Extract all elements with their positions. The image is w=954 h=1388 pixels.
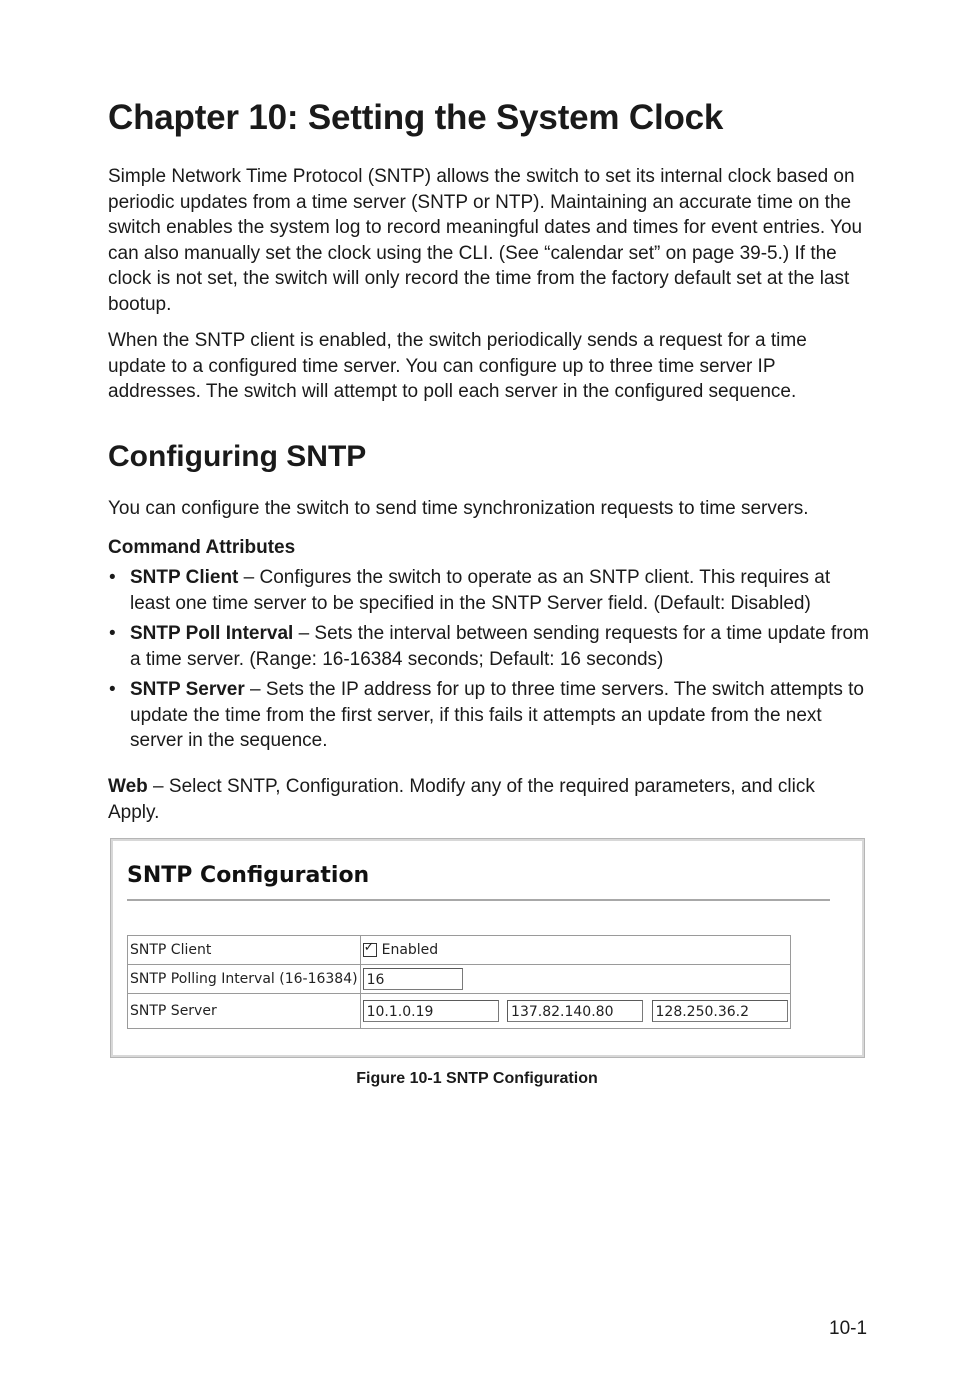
- sntp-client-value: Enabled: [381, 942, 439, 958]
- bullet-icon: •: [109, 567, 116, 588]
- list-item: [108, 677, 873, 754]
- figure-panel-title: SNTP Configuration: [127, 863, 370, 888]
- list-item: [108, 565, 873, 616]
- bullet-icon: •: [109, 679, 116, 700]
- attributes-heading: Command Attributes: [108, 537, 296, 558]
- table-row: [128, 994, 791, 1029]
- web-text: – Select SNTP, Configuration. Modify any of the required parameters, and click Apply.: [108, 776, 815, 823]
- sntp-client-label: SNTP Client: [128, 936, 361, 965]
- attribute-desc: – Sets the IP address for up to three time servers. The switch attempts to update the time from the first server, if this fails it attempts an update from the next server in the sequence.: [130, 679, 864, 751]
- sntp-client-checkbox[interactable]: [363, 943, 377, 957]
- table-row: [128, 936, 791, 965]
- sntp-settings-table: [127, 935, 791, 1029]
- web-instructions: [108, 774, 868, 825]
- attribute-desc: – Sets the interval between sending requests for a time update from a time server. (Range: 16-16384 seconds; Default: 16 seconds): [130, 623, 869, 670]
- sntp-interval-label: SNTP Polling Interval (16-16384): [128, 965, 361, 994]
- sntp-client-cell: [360, 936, 790, 965]
- sntp-server-1-input[interactable]: 10.1.0.19: [363, 1000, 499, 1022]
- title-divider: [127, 899, 830, 901]
- intro-paragraph-2: When the SNTP client is enabled, the switch periodically sends a request for a time update to a configured time server. You can configure up to three time server IP addresses. The switch will attempt to poll each server in the configured sequence.: [108, 330, 807, 402]
- page-number: 10-1: [829, 1318, 868, 1339]
- attribute-term: SNTP Client: [130, 567, 239, 588]
- attribute-list: [108, 565, 873, 759]
- sntp-interval-input[interactable]: 16: [363, 968, 463, 990]
- sntp-server-3-input[interactable]: 128.250.36.2: [652, 1000, 788, 1022]
- chapter-title: Chapter 10: Setting the System Clock: [108, 98, 724, 137]
- sntp-configuration-screenshot: [110, 838, 865, 1058]
- section-title: Configuring SNTP: [108, 440, 367, 473]
- attribute-term: SNTP Poll Interval: [130, 623, 294, 644]
- section-lead: You can configure the switch to send time synchronization requests to time servers.: [108, 498, 809, 519]
- figure-caption: Figure 10-1 SNTP Configuration: [356, 1070, 598, 1087]
- sntp-interval-cell: [360, 965, 790, 994]
- sntp-server-2-input[interactable]: 137.82.140.80: [507, 1000, 643, 1022]
- sntp-server-cell: [360, 994, 790, 1029]
- bullet-icon: •: [109, 623, 116, 644]
- intro-paragraph-1: Simple Network Time Protocol (SNTP) allows the switch to set its internal clock based on periodic updates from a time server (SNTP or NTP). Maintaining an accurate time on the switch enables the system log to record meaningful dates and times for event entries. You can also manually set the clock using the CLI. (See “calendar set” on page 39-5.) If the clock is not set, the switch will only record the time from the factory default set at the last bootup.: [108, 166, 863, 315]
- list-item: [108, 621, 873, 672]
- table-row: [128, 965, 791, 994]
- web-term: Web: [108, 776, 148, 797]
- attribute-desc: – Configures the switch to operate as an SNTP client. This requires at least one time server to be specified in the SNTP Server field. (Default: Disabled): [130, 567, 831, 614]
- attribute-term: SNTP Server: [130, 679, 245, 700]
- sntp-server-label: SNTP Server: [128, 994, 361, 1029]
